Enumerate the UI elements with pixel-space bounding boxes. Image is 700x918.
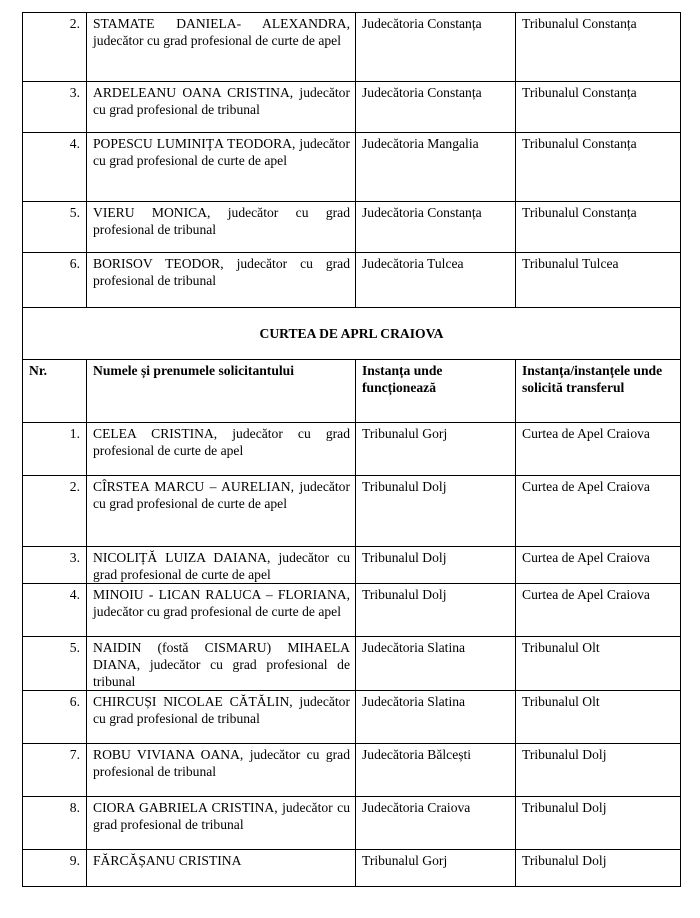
applicant-name: BORISOV TEODOR, judecător cu grad profesional de tribunal bbox=[87, 253, 356, 308]
current-court: Judecătoria Constanța bbox=[356, 13, 516, 82]
row-number: 8. bbox=[23, 797, 87, 850]
requested-court: Tribunalul Dolj bbox=[516, 850, 681, 887]
table-row bbox=[23, 423, 681, 476]
applicant-name: CHIRCUȘI NICOLAE CĂTĂLIN, judecător cu grad profesional de tribunal bbox=[87, 691, 356, 744]
table-row bbox=[23, 744, 681, 797]
requested-court: Tribunalul Dolj bbox=[516, 797, 681, 850]
applicant-name: FĂRCĂȘANU CRISTINA bbox=[87, 850, 356, 887]
requested-court: Tribunalul Olt bbox=[516, 691, 681, 744]
applicant-name: POPESCU LUMINIȚA TEODORA, judecător cu grad profesional de curte de apel bbox=[87, 133, 356, 202]
header-nr: Nr. bbox=[23, 360, 87, 423]
current-court: Tribunalul Dolj bbox=[356, 547, 516, 584]
row-number: 5. bbox=[23, 202, 87, 253]
table-row bbox=[23, 13, 681, 82]
table-row bbox=[23, 547, 681, 584]
applicant-name: ROBU VIVIANA OANA, judecător cu grad profesional de tribunal bbox=[87, 744, 356, 797]
requested-court: Tribunalul Constanța bbox=[516, 13, 681, 82]
table-row bbox=[23, 476, 681, 547]
applicant-name: CELEA CRISTINA, judecător cu grad profesional de curte de apel bbox=[87, 423, 356, 476]
requested-court: Curtea de Apel Craiova bbox=[516, 584, 681, 637]
applicant-name: MINOIU - LICAN RALUCA – FLORIANA, judecător cu grad profesional de curte de apel bbox=[87, 584, 356, 637]
requested-court: Curtea de Apel Craiova bbox=[516, 547, 681, 584]
row-number: 1. bbox=[23, 423, 87, 476]
row-number: 7. bbox=[23, 744, 87, 797]
table-row bbox=[23, 253, 681, 308]
row-number: 3. bbox=[23, 82, 87, 133]
current-court: Judecătoria Constanța bbox=[356, 202, 516, 253]
table-row bbox=[23, 691, 681, 744]
requested-court: Tribunalul Dolj bbox=[516, 744, 681, 797]
applicant-name: ARDELEANU OANA CRISTINA, judecător cu grad profesional de tribunal bbox=[87, 82, 356, 133]
requested-court: Tribunalul Constanța bbox=[516, 82, 681, 133]
row-number: 2. bbox=[23, 476, 87, 547]
table-row bbox=[23, 797, 681, 850]
requested-court: Curtea de Apel Craiova bbox=[516, 423, 681, 476]
applicant-name: STAMATE DANIELA- ALEXANDRA, judecător cu grad profesional de curte de apel bbox=[87, 13, 356, 82]
header-name: Numele și prenumele solicitantului bbox=[87, 360, 356, 423]
requested-court: Tribunalul Tulcea bbox=[516, 253, 681, 308]
row-number: 5. bbox=[23, 637, 87, 691]
row-number: 3. bbox=[23, 547, 87, 584]
current-court: Judecătoria Slatina bbox=[356, 691, 516, 744]
current-court: Judecătoria Mangalia bbox=[356, 133, 516, 202]
table-row bbox=[23, 584, 681, 637]
row-number: 2. bbox=[23, 13, 87, 82]
header-court: Instanța unde funcționează bbox=[356, 360, 516, 423]
requested-court: Tribunalul Constanța bbox=[516, 133, 681, 202]
header-transfer: Instanța/instanțele unde solicită transferul bbox=[516, 360, 681, 423]
row-number: 6. bbox=[23, 691, 87, 744]
table-row bbox=[23, 637, 681, 691]
row-number: 4. bbox=[23, 584, 87, 637]
applicant-name: NAIDIN (fostă CISMARU) MIHAELA DIANA, judecător cu grad profesional de tribunal bbox=[87, 637, 356, 691]
current-court: Tribunalul Dolj bbox=[356, 584, 516, 637]
row-number: 4. bbox=[23, 133, 87, 202]
transfer-requests-table bbox=[22, 12, 681, 887]
table-row bbox=[23, 850, 681, 887]
table-row bbox=[23, 202, 681, 253]
table-row bbox=[23, 82, 681, 133]
applicant-name: CIORA GABRIELA CRISTINA, judecător cu grad profesional de tribunal bbox=[87, 797, 356, 850]
requested-court: Tribunalul Constanța bbox=[516, 202, 681, 253]
current-court: Judecătoria Slatina bbox=[356, 637, 516, 691]
current-court: Judecătoria Tulcea bbox=[356, 253, 516, 308]
table-header-row bbox=[23, 360, 681, 423]
current-court: Tribunalul Dolj bbox=[356, 476, 516, 547]
current-court: Judecătoria Craiova bbox=[356, 797, 516, 850]
row-number: 9. bbox=[23, 850, 87, 887]
current-court: Judecătoria Bălcești bbox=[356, 744, 516, 797]
applicant-name: VIERU MONICA, judecător cu grad profesional de tribunal bbox=[87, 202, 356, 253]
applicant-name: NICOLIȚĂ LUIZA DAIANA, judecător cu grad profesional de curte de apel bbox=[87, 547, 356, 584]
table-row bbox=[23, 133, 681, 202]
requested-court: Curtea de Apel Craiova bbox=[516, 476, 681, 547]
section-title-row bbox=[23, 308, 681, 360]
section-title: CURTEA DE APRL CRAIOVA bbox=[23, 308, 681, 360]
requested-court: Tribunalul Olt bbox=[516, 637, 681, 691]
current-court: Judecătoria Constanța bbox=[356, 82, 516, 133]
applicant-name: CÎRSTEA MARCU – AURELIAN, judecător cu grad profesional de curte de apel bbox=[87, 476, 356, 547]
current-court: Tribunalul Gorj bbox=[356, 423, 516, 476]
row-number: 6. bbox=[23, 253, 87, 308]
current-court: Tribunalul Gorj bbox=[356, 850, 516, 887]
